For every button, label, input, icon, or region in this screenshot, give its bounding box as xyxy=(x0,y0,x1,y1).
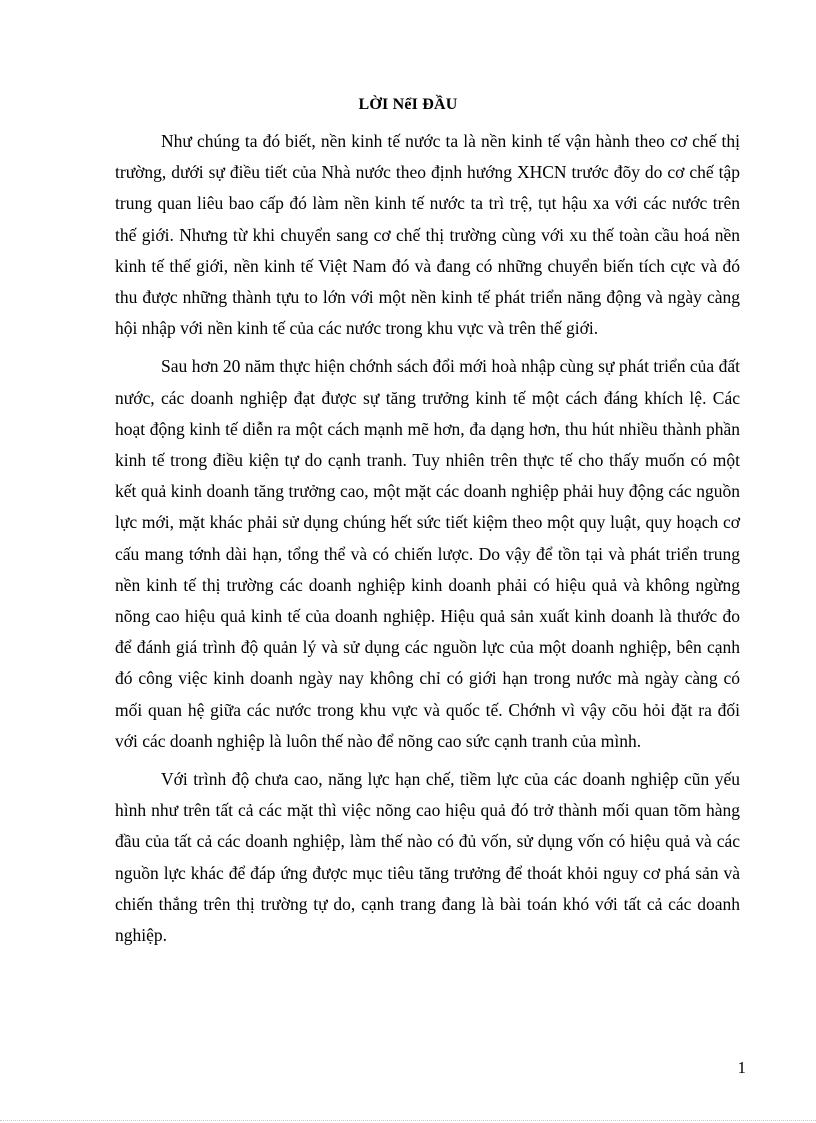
page-bottom-border xyxy=(0,1120,816,1121)
page-number: 1 xyxy=(737,1058,746,1077)
body-text xyxy=(115,126,740,958)
paragraph-2: Sau hơn 20 năm thực hiện chớnh sách đổi mới hoà nhập cùng sự phát triển của đất nước, các doanh nghiệp đạt được sự tăng trưởng kinh tế một cách đáng khích lệ. Các hoạt động kinh tế diễn ra một cách mạnh mẽ hơn, đa dạng hơn, thu hút nhiều thành phần kinh tế trong điều kiện tự do cạnh tranh. Tuy nhiên trên thực tế cho thấy muốn có một kết quả kinh doanh tăng trưởng cao, một mặt các doanh nghiệp phải huy động các nguồn lực mới, mặt khác phải sử dụng chúng hết sức tiết kiệm theo một quy luật, quy hoạch cơ cấu mang tớnh dài hạn, tổng thể và có chiến lược. Do vậy để tồn tại và phát triển trung nền kinh tế thị trường các doanh nghiệp kinh doanh phải có hiệu quả và không ngừng nõng cao hiệu quả kinh tế của doanh nghiệp. Hiệu quả sản xuất kinh doanh là thước đo để đánh giá trình độ quản lý và sử dụng các nguồn lực của một doanh nghiệp, bên cạnh đó công việc kinh doanh ngày nay không chỉ có giới hạn trong nước mà ngày càng có mối quan hệ giữa các nước trong khu vực và quốc tế. Chớnh vì vậy cõu hỏi đặt ra đối với các doanh nghiệp là luôn thế nào để nõng cao sức cạnh tranh của mình. xyxy=(115,356,740,751)
paragraph-3: Với trình độ chưa cao, năng lực hạn chế, tiềm lực của các doanh nghiệp cũn yếu hình như trên tất cả các mặt thì việc nõng cao hiệu quả đó trở thành mối quan tõm hàng đầu của tất cả các doanh nghiệp, làm thế nào có đủ vốn, sử dụng vốn có hiệu quả và các nguồn lực khác để đáp ứng được mục tiêu tăng trưởng để thoát khỏi nguy cơ phá sản và chiến thắng trên thị trường tự do, cạnh trang đang là bài toán khó với tất cả các doanh nghiệp. xyxy=(115,769,740,946)
page-title: LỜI NểI ĐẦU xyxy=(358,96,458,113)
paragraph-1: Như chúng ta đó biết, nền kinh tế nước ta là nền kinh tế vận hành theo cơ chế thị trường, dưới sự điều tiết của Nhà nước theo định hướng XHCN trước đõy do cơ chế tập trung quan liêu bao cấp đó làm nền kinh tế nước ta trì trệ, tụt hậu xa với các nước trên thế giới. Nhưng từ khi chuyển sang cơ chế thị trường cùng với xu thế toàn cầu hoá nền kinh tế thế giới, nền kinh tế Việt Nam đó và đang có những chuyển biến tích cực và đó thu được những thành tựu to lớn với một nền kinh tế phát triển năng động và ngày càng hội nhập với nền kinh tế của các nước trong khu vực và trên thế giới. xyxy=(115,131,740,339)
